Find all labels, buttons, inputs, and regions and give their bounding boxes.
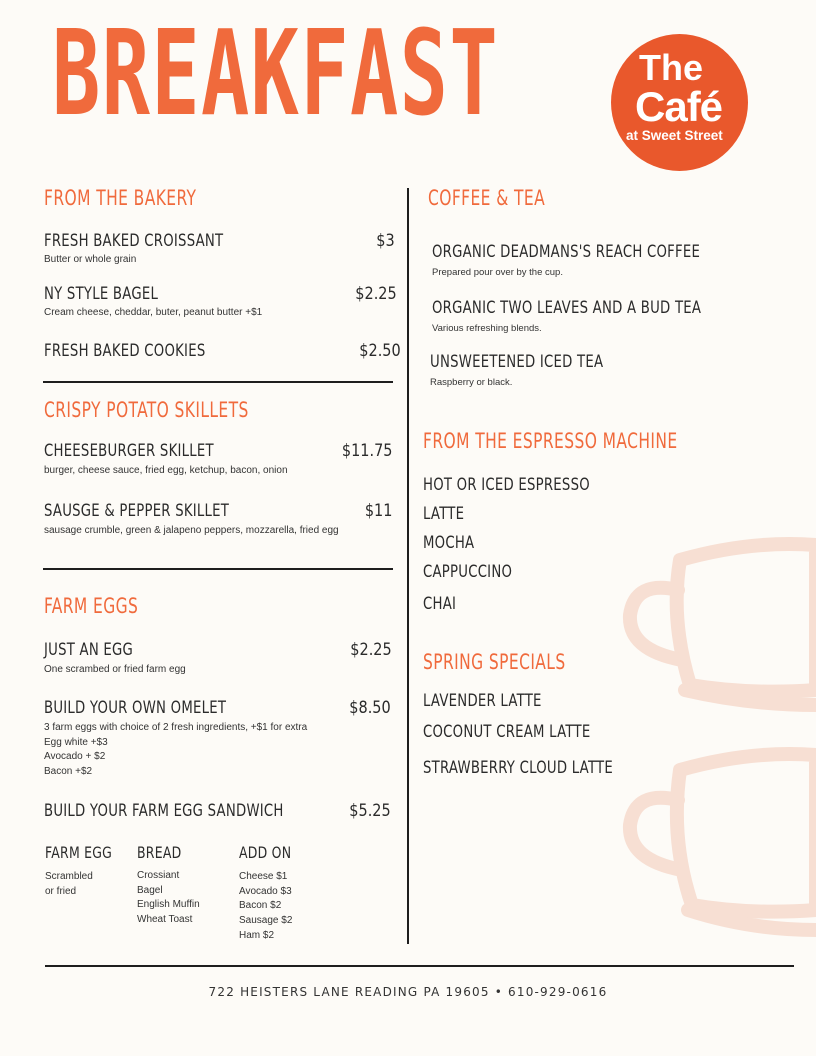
menu-item-desc: One scrambed or fried farm egg <box>44 664 186 675</box>
menu-item-name: STRAWBERRY CLOUD LATTE <box>423 758 613 778</box>
option-value: Scrambled <box>45 871 93 882</box>
menu-item-price: $8.50 <box>349 698 391 718</box>
omelet-extra: Avocado + $2 <box>44 751 106 762</box>
menu-item-name: MOCHA <box>423 533 475 553</box>
menu-item-name: BUILD YOUR FARM EGG SANDWICH <box>44 801 284 821</box>
option-heading: ADD ON <box>239 843 292 862</box>
skillets-heading: CRISPY POTATO SKILLETS <box>44 398 249 422</box>
option-value: English Muffin <box>137 899 200 910</box>
option-heading: BREAD <box>137 843 182 862</box>
menu-item-desc: 3 farm eggs with choice of 2 fresh ingredients, +$1 for extra <box>44 722 308 733</box>
option-value: Sausage $2 <box>239 915 293 926</box>
menu-item-price: $2.50 <box>359 341 401 361</box>
menu-item-desc: Various refreshing blends. <box>432 323 542 334</box>
footer-address: 722 HEISTERS LANE READING PA 19605 • 610-929-0616 <box>208 985 608 999</box>
stacked-coffee-cups-icon <box>600 520 816 940</box>
menu-item-name: UNSWEETENED ICED TEA <box>430 352 604 372</box>
menu-item-name: ORGANIC TWO LEAVES AND A BUD TEA <box>432 298 702 318</box>
menu-item-name: FRESH BAKED CROISSANT <box>44 231 224 251</box>
option-value: Crossiant <box>137 870 180 881</box>
menu-item-name: NY STYLE BAGEL <box>44 284 159 304</box>
cafe-logo <box>611 34 748 171</box>
menu-item-desc: Prepared pour over by the cup. <box>432 267 563 278</box>
section-divider <box>43 568 393 570</box>
specials-heading: SPRING SPECIALS <box>423 650 566 674</box>
menu-item-name: FRESH BAKED COOKIES <box>44 341 206 361</box>
menu-item-name: COCONUT CREAM LATTE <box>423 722 591 742</box>
section-divider <box>43 381 393 383</box>
menu-item-price: $5.25 <box>349 801 391 821</box>
menu-item-desc: burger, cheese sauce, fried egg, ketchup, bacon, onion <box>44 465 288 476</box>
menu-item-name: SAUSGE & PEPPER SKILLET <box>44 501 230 521</box>
logo-text-line1: The <box>639 47 704 88</box>
column-divider <box>407 188 409 944</box>
menu-item-name: BUILD YOUR OWN OMELET <box>44 698 227 718</box>
option-value: Wheat Toast <box>137 914 193 925</box>
menu-item-name: HOT OR ICED ESPRESSO <box>423 475 590 495</box>
espresso-heading: FROM THE ESPRESSO MACHINE <box>423 429 678 453</box>
menu-item-price: $11 <box>364 501 392 521</box>
menu-item-price: $2.25 <box>350 640 392 660</box>
menu-item-price: $2.25 <box>355 284 397 304</box>
option-heading: FARM EGG <box>45 843 113 862</box>
bakery-heading: FROM THE BAKERY <box>44 186 197 210</box>
omelet-extra: Bacon +$2 <box>44 766 93 777</box>
option-value: or fried <box>45 886 77 897</box>
menu-item-price: $3 <box>376 231 395 251</box>
menu-item-name: LATTE <box>423 504 465 524</box>
menu-item-desc: Cream cheese, cheddar, buter, peanut butter +$1 <box>44 307 263 318</box>
menu-item-name: CHEESEBURGER SKILLET <box>44 441 214 461</box>
option-value: Cheese $1 <box>239 871 288 882</box>
menu-item-desc: Raspberry or black. <box>430 377 513 388</box>
menu-item-name: LAVENDER LATTE <box>423 691 542 711</box>
logo-text-line2: Café <box>635 83 723 130</box>
page-title: BREAKFAST <box>52 4 500 142</box>
logo-text-line3: at Sweet Street <box>626 128 723 143</box>
option-value: Avocado $3 <box>239 886 292 897</box>
option-value: Bacon $2 <box>239 900 282 911</box>
menu-item-name: JUST AN EGG <box>44 640 134 660</box>
omelet-extra: Egg white +$3 <box>44 737 108 748</box>
menu-item-desc: Butter or whole grain <box>44 254 137 265</box>
menu-item-name: ORGANIC DEADMANS'S REACH COFFEE <box>432 242 701 262</box>
option-value: Bagel <box>137 885 163 896</box>
menu-item-desc: sausage crumble, green & jalapeno peppers, mozzarella, fried egg <box>44 525 339 536</box>
menu-item-name: CHAI <box>423 594 457 614</box>
menu-item-name: CAPPUCCINO <box>423 562 513 582</box>
eggs-heading: FARM EGGS <box>44 594 139 618</box>
menu-item-price: $11.75 <box>341 441 392 461</box>
option-value: Ham $2 <box>239 930 275 941</box>
footer-divider <box>45 965 794 967</box>
coffee-heading: COFFEE & TEA <box>428 186 546 210</box>
